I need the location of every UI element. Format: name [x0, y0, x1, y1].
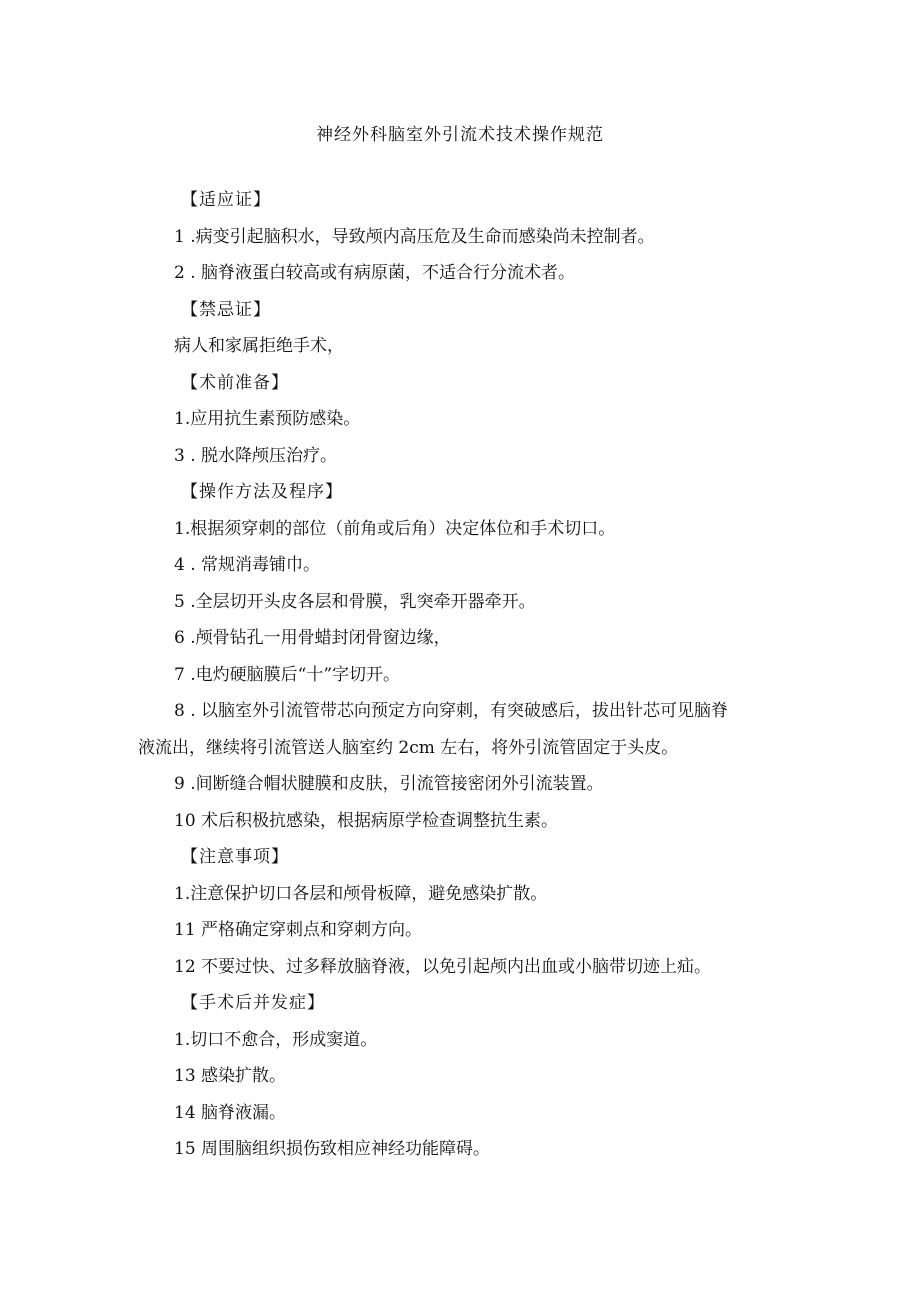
complication-item: 14 脑脊液漏。	[174, 1102, 287, 1123]
document-title: 神经外科脑室外引流术技术操作规范	[316, 125, 604, 145]
complication-item: 1.切口不愈合，形成窦道。	[174, 1029, 378, 1050]
procedure-item: 10 术后积极抗感染，根据病原学检查调整抗生素。	[174, 810, 559, 831]
procedure-item: 8 . 以脑室外引流管带芯向预定方向穿刺，有突破感后，拔出针芯可见脑脊	[174, 701, 729, 721]
section-heading-indications: 【适应证】	[181, 190, 271, 210]
document-body	[138, 182, 788, 1168]
procedure-item-continuation: 液流出，继续将引流管送人脑室约 2cm 左右，将外引流管固定于头皮。	[138, 737, 679, 758]
preop-item: 3 . 脱水降颅压治疗。	[174, 445, 338, 466]
preop-item: 1.应用抗生素预防感染。	[174, 409, 361, 429]
indication-item: 1 .病变引起脑积水，导致颅内高压危及生命而感染尚未控制者。	[174, 226, 655, 247]
section-heading-complications: 【手术后并发症】	[181, 993, 325, 1013]
procedure-item: 7 .电灼硬脑膜后“十”字切开。	[174, 664, 401, 685]
complication-item: 15 周围脑组织损伤致相应神经功能障碍。	[174, 1139, 491, 1159]
notes-item: 1.注意保护切口各层和颅骨板障，避免感染扩散。	[174, 883, 548, 904]
section-heading-contraindications: 【禁忌证】	[181, 299, 271, 320]
section-heading-procedure: 【操作方法及程序】	[181, 482, 343, 502]
indication-item: 2 . 脑脊液蛋白较高或有病原菌，不适合行分流术者。	[174, 263, 576, 283]
contraindication-item: 病人和家属拒绝手术，	[174, 336, 344, 356]
notes-item: 12 不要过快、过多释放脑脊液，以免引起颅内出血或小脑带切迹上疝。	[174, 956, 712, 977]
procedure-item: 5 .全层切开头皮各层和骨膜，乳突牵开器牵开。	[174, 591, 536, 612]
procedure-item: 9 .间断缝合帽状腱膜和皮肤，引流管接密闭外引流装置。	[174, 774, 604, 794]
procedure-item: 4 . 常规消毒铺巾。	[174, 555, 321, 575]
complication-item: 13 感染扩散。	[174, 1066, 287, 1086]
procedure-item: 6 .颅骨钻孔一用骨蜡封闭骨窗边缘，	[174, 628, 451, 648]
procedure-item: 1.根据须穿刺的部位（前角或后角）决定体位和手术切口。	[174, 518, 616, 539]
notes-item: 11 严格确定穿刺点和穿刺方向。	[174, 920, 423, 940]
section-heading-notes: 【注意事项】	[181, 847, 289, 867]
section-heading-preop: 【术前准备】	[181, 372, 289, 393]
